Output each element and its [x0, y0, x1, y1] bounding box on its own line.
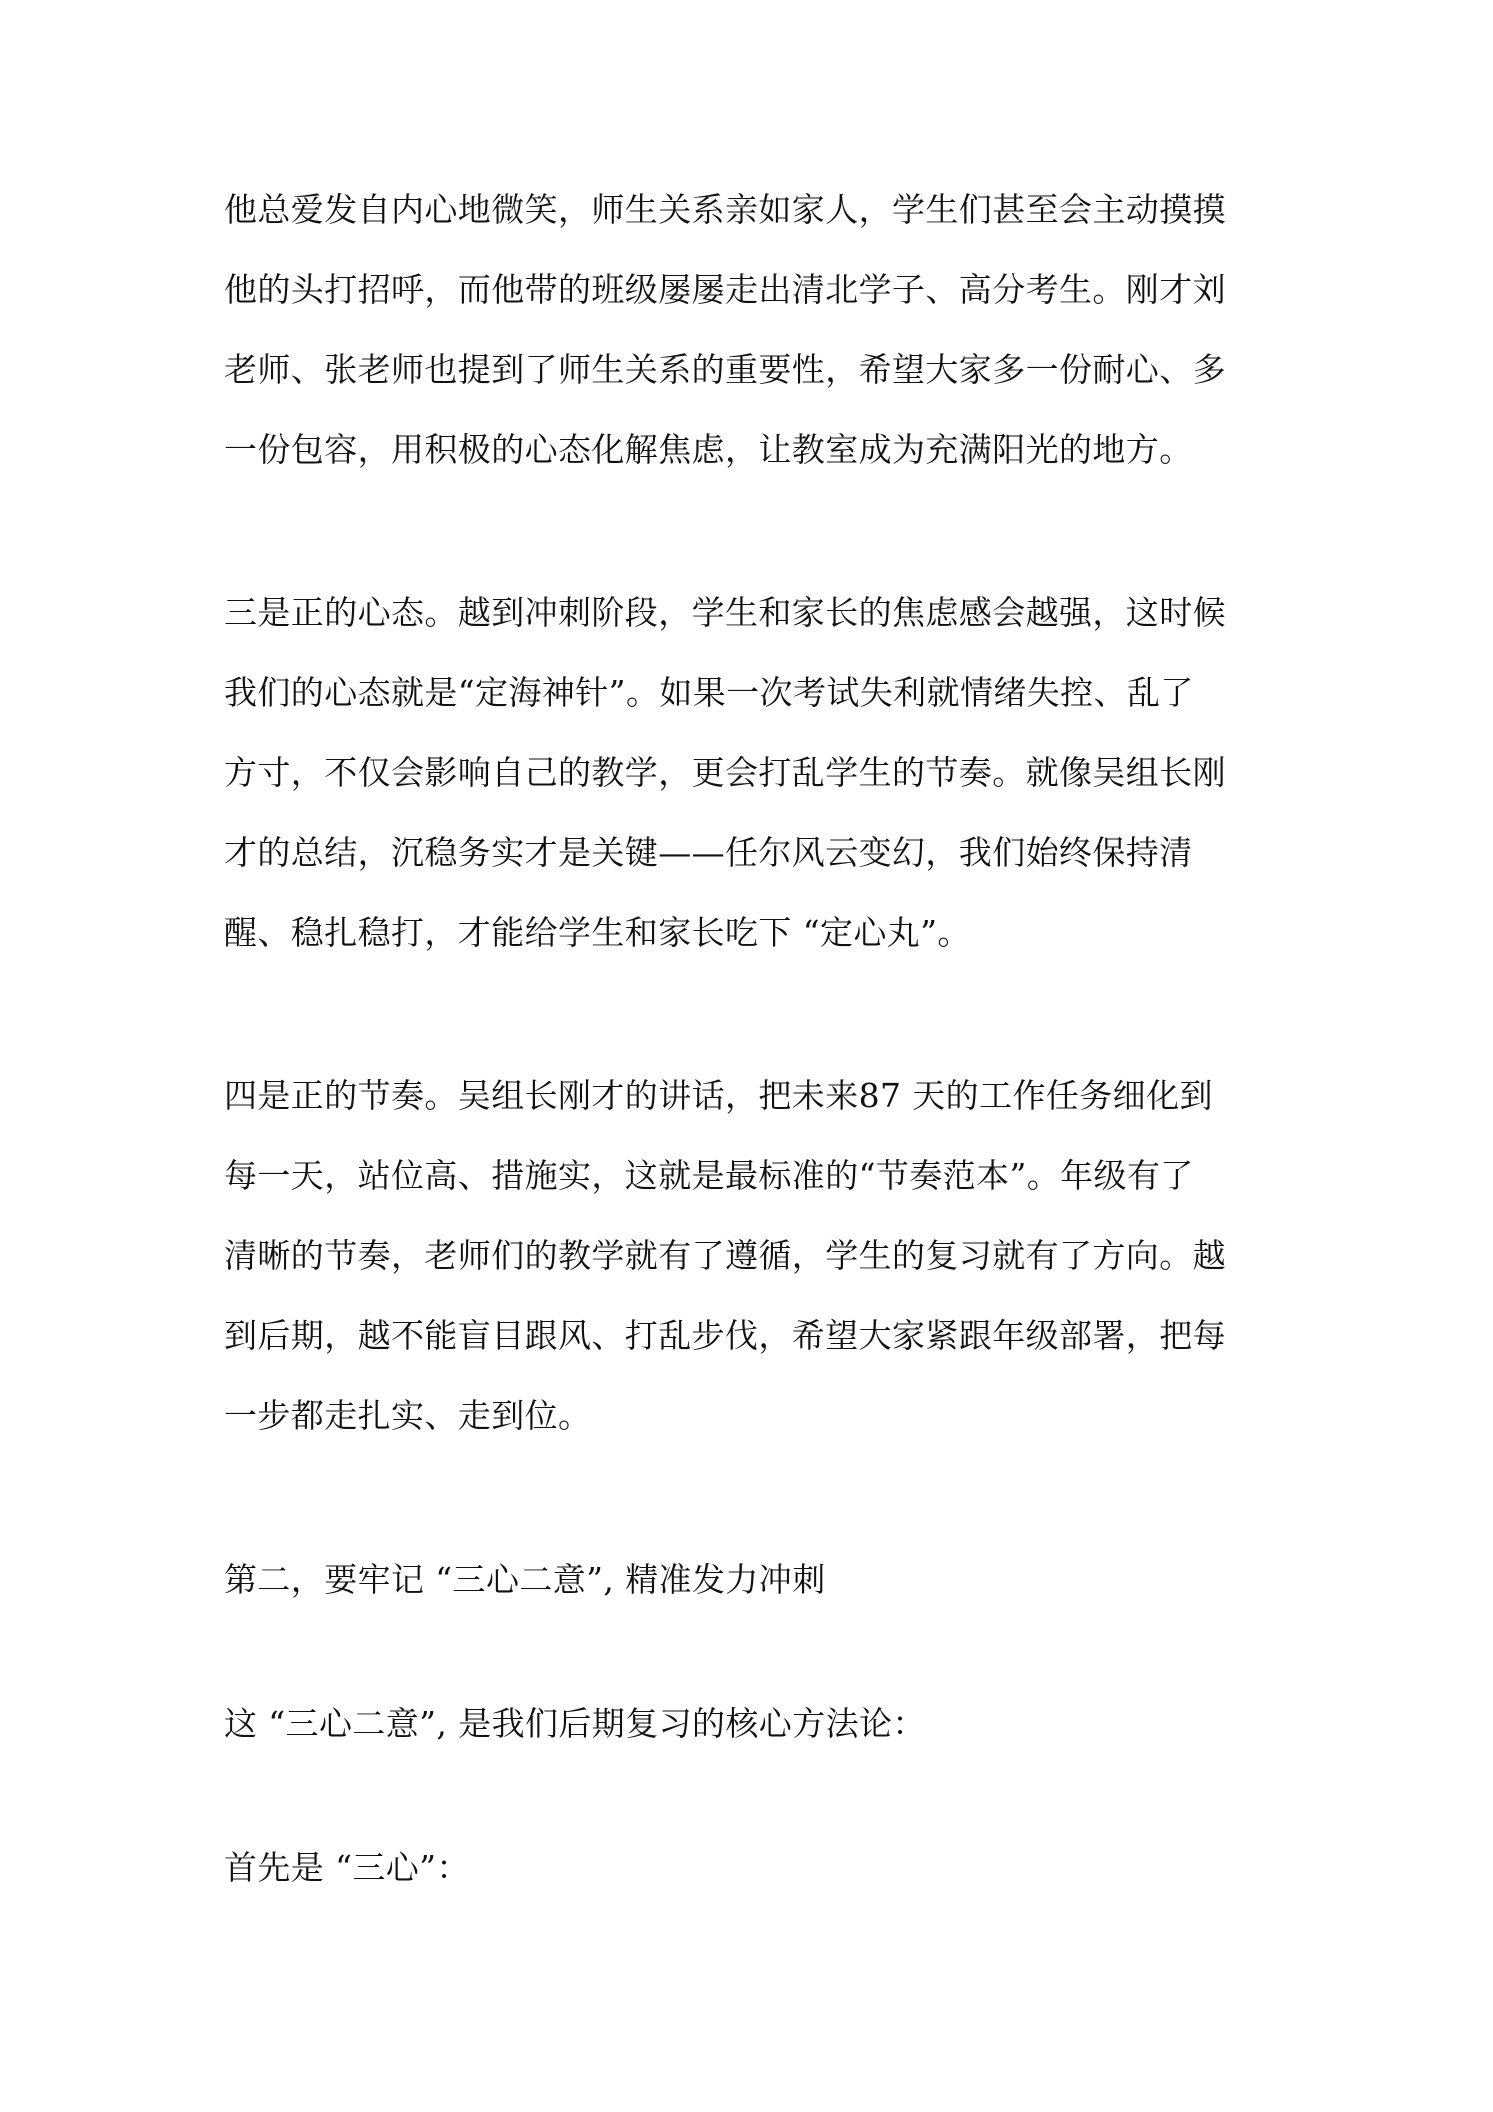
paragraph-methodology [224, 1706, 926, 1741]
paragraph-mindset [224, 595, 1226, 950]
section-heading-second [224, 1562, 826, 1597]
text-line: 醒、稳扎稳打，才能给学生和家长吃下 “定心丸”。 [224, 913, 971, 952]
paragraph-teacher-relationship [224, 192, 1226, 467]
paragraph-rhythm [224, 1078, 1226, 1433]
text-line: 老师、张老师也提到了师生关系的重要性，希望大家多一份耐心、多 [224, 350, 1226, 389]
text-line: 三是正的心态。越到冲刺阶段，学生和家长的焦虑感会越强，这时候 [224, 593, 1226, 632]
text-line: 一步都走扎实、走到位。 [224, 1396, 592, 1435]
paragraph-three-hearts [224, 1850, 470, 1885]
text-line: 四是正的节奏。吴组长刚才的讲话，把未来87 天的工作任务细化到 [224, 1076, 1213, 1115]
text-line: 这 “三心二意”, 是我们后期复习的核心方法论： [224, 1704, 926, 1743]
text-line: 我们的心态就是“定海神针”。如果一次考试失利就情绪失控、乱了 [224, 673, 1194, 712]
text-line: 第二，要牢记 “三心二意”, 精准发力冲刺 [224, 1560, 826, 1599]
text-line: 到后期，越不能盲目跟风、打乱步伐，希望大家紧跟年级部署，把每 [224, 1316, 1226, 1355]
text-line: 他总爱发自内心地微笑，师生关系亲如家人，学生们甚至会主动摸摸 [224, 190, 1226, 229]
text-line: 他的头打招呼，而他带的班级屡屡走出清北学子、高分考生。刚才刘 [224, 270, 1226, 309]
text-line: 方寸，不仅会影响自己的教学，更会打乱学生的节奏。就像吴组长刚 [224, 753, 1226, 792]
text-line: 一份包容，用积极的心态化解焦虑，让教室成为充满阳光的地方。 [224, 430, 1193, 469]
text-line: 才的总结，沉稳务实才是关键——任尔风云变幻，我们始终保持清 [224, 833, 1193, 872]
text-line: 首先是 “三心”： [224, 1848, 470, 1887]
text-line: 清晰的节奏，老师们的教学就有了遵循，学生的复习就有了方向。越 [224, 1236, 1226, 1275]
text-line: 每一天，站位高、措施实，这就是最标准的“节奏范本”。年级有了 [224, 1156, 1194, 1195]
